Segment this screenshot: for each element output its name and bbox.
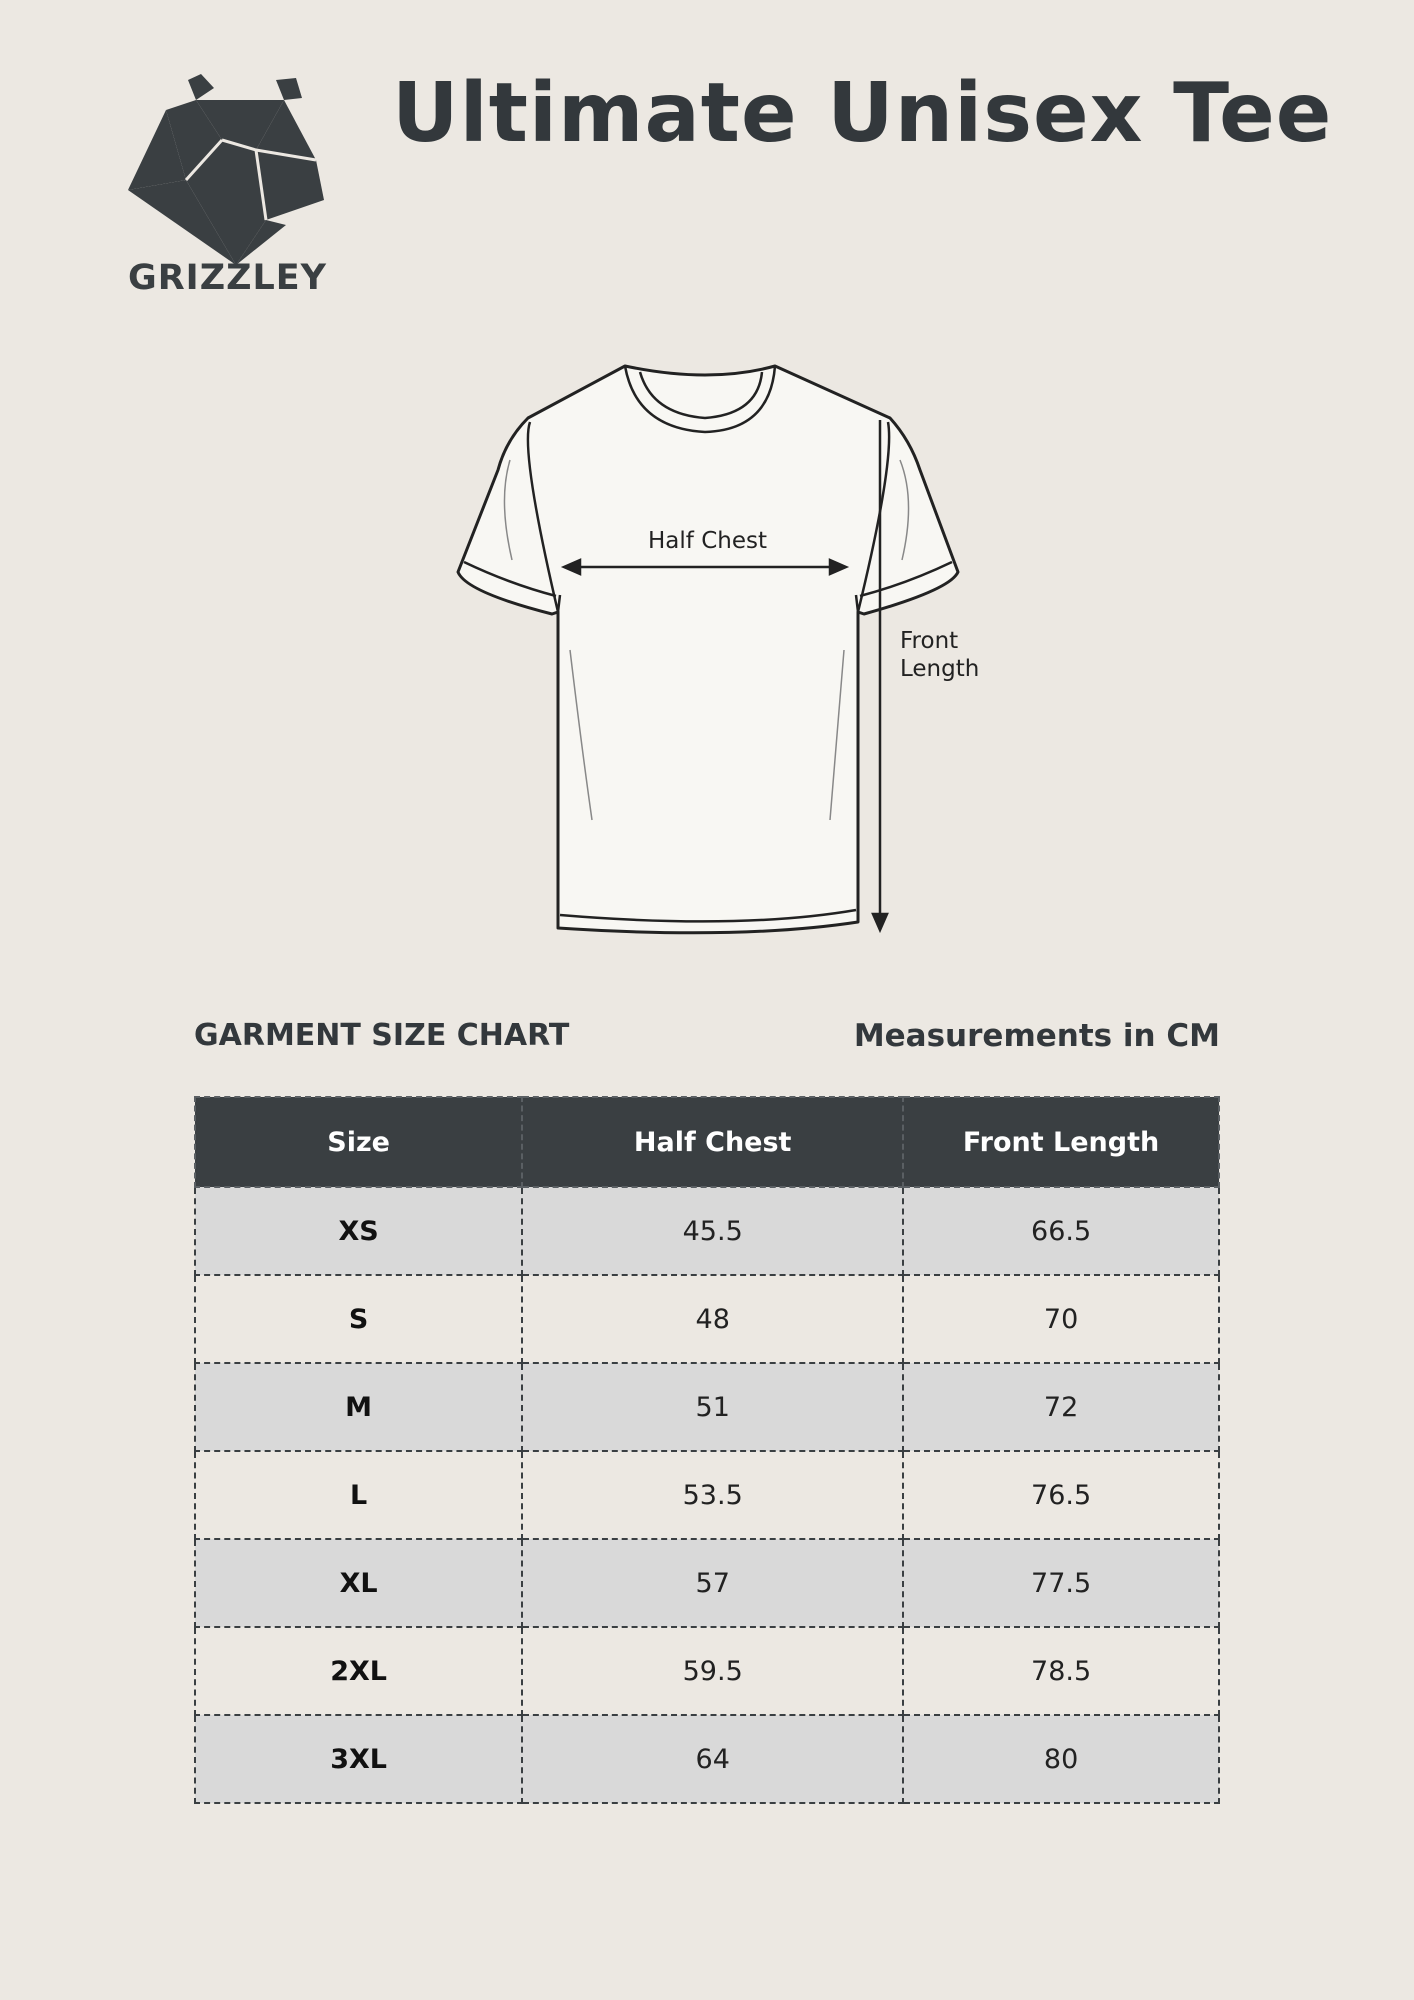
- size-cell: L: [195, 1451, 522, 1539]
- table-row: [195, 1275, 1219, 1363]
- size-cell: 2XL: [195, 1627, 522, 1715]
- half-chest-cell: 59.5: [522, 1627, 903, 1715]
- half-chest-cell: 51: [522, 1363, 903, 1451]
- front-length-cell: 76.5: [903, 1451, 1219, 1539]
- table-row: [195, 1539, 1219, 1627]
- page-title: Ultimate Unisex Tee: [392, 66, 1333, 161]
- table-row: [195, 1363, 1219, 1451]
- table-row: [195, 1627, 1219, 1715]
- brand-name: GRIZZLEY: [128, 258, 328, 298]
- column-header-half-chest: Half Chest: [522, 1097, 903, 1187]
- table-row: [195, 1451, 1219, 1539]
- column-header-front-length: Front Length: [903, 1097, 1219, 1187]
- half-chest-cell: 48: [522, 1275, 903, 1363]
- half-chest-cell: 45.5: [522, 1187, 903, 1275]
- size-chart-heading: GARMENT SIZE CHART: [194, 1018, 570, 1053]
- front-length-cell: 72: [903, 1363, 1219, 1451]
- units-label: Measurements in CM: [853, 1018, 1220, 1054]
- front-length-cell: 70: [903, 1275, 1219, 1363]
- front-length-cell: 77.5: [903, 1539, 1219, 1627]
- half-chest-label: Half Chest: [648, 528, 767, 554]
- column-header-size: Size: [195, 1097, 522, 1187]
- front-length-cell: 66.5: [903, 1187, 1219, 1275]
- size-cell: XS: [195, 1187, 522, 1275]
- t-shirt-diagram: [440, 350, 1000, 950]
- front-length-label-line-2: Length: [900, 656, 980, 682]
- half-chest-cell: 64: [522, 1715, 903, 1803]
- geometric-bear-head-icon: [126, 70, 326, 270]
- size-cell: S: [195, 1275, 522, 1363]
- table-row: [195, 1187, 1219, 1275]
- front-length-cell: 80: [903, 1715, 1219, 1803]
- size-chart-table: [194, 1096, 1220, 1804]
- half-chest-cell: 57: [522, 1539, 903, 1627]
- table-header-row: [195, 1097, 1219, 1187]
- half-chest-cell: 53.5: [522, 1451, 903, 1539]
- size-cell: XL: [195, 1539, 522, 1627]
- size-cell: M: [195, 1363, 522, 1451]
- size-cell: 3XL: [195, 1715, 522, 1803]
- front-length-label-line-1: Front: [900, 628, 959, 654]
- front-length-cell: 78.5: [903, 1627, 1219, 1715]
- table-row: [195, 1715, 1219, 1803]
